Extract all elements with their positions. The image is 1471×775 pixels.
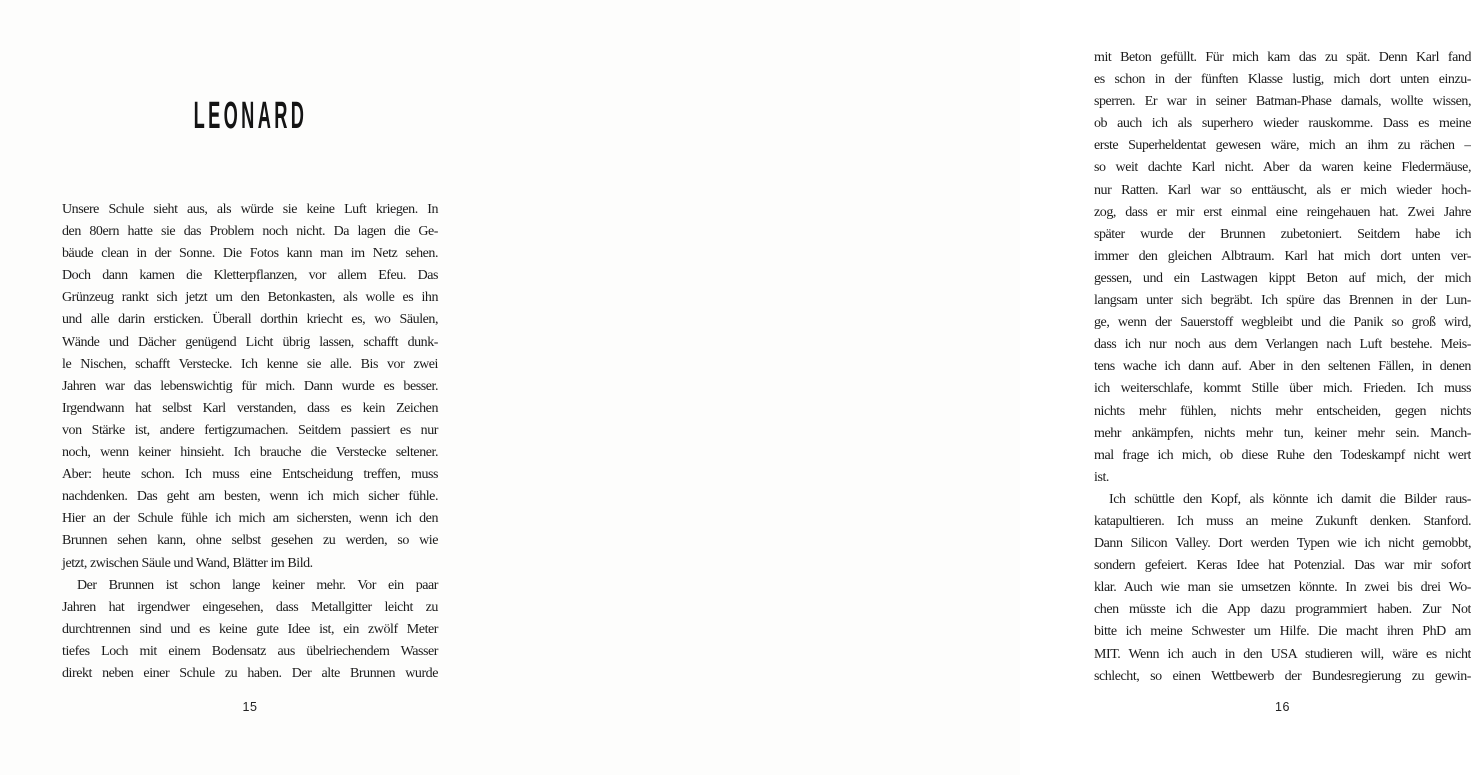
text-line: Aber: heute schon. Ich muss eine Entscheidung treffen, muss	[62, 467, 438, 483]
page-right-body	[1094, 47, 1471, 688]
text-line: nachdenken. Das geht am besten, wenn ich mich sicher fühle.	[62, 489, 438, 505]
page-left-body	[62, 199, 438, 685]
page-number-left: 15	[242, 700, 258, 714]
text-line: so weit dachte Karl nicht. Aber da waren keine Fledermäuse,	[1094, 160, 1471, 176]
text-line: den 80ern hatte sie das Problem noch nicht. Da lagen die Ge-	[62, 224, 438, 240]
text-line: Wände und Dächer genügend Licht übrig lassen, schafft dunk-	[62, 334, 438, 350]
text-line: erste Superheldentat gewesen wäre, mich an ihm zu rächen –	[1094, 138, 1471, 154]
page-number-right: 16	[1275, 700, 1290, 714]
text-line: ob auch ich als superhero wieder rauskomme. Dass es meine	[1094, 116, 1471, 132]
text-line: sperren. Er war in seiner Batman-Phase damals, wollte wissen,	[1094, 94, 1471, 110]
text-line: mehr ankämpfen, nichts mehr tun, keiner mehr sein. Manch-	[1094, 425, 1471, 441]
text-line: und alle darin ersticken. Überall dorthin kriecht es, wo Säulen,	[62, 312, 438, 328]
text-line: Doch dann kamen die Kletterpflanzen, vor allem Efeu. Das	[62, 268, 438, 284]
page-left	[0, 0, 510, 775]
text-line: katapultieren. Ich muss an meine Zukunft denken. Stanford.	[1094, 513, 1471, 529]
text-line: Jahren hat irgendwer eingesehen, dass Metallgitter leicht zu	[62, 599, 438, 615]
text-line: es schon in der fünften Klasse lustig, mich dort unten einzu-	[1094, 72, 1471, 88]
text-line: Irgendwann hat selbst Karl verstanden, dass es kein Zeichen	[62, 400, 438, 416]
text-line: Brunnen sehen kann, ohne selbst gesehen zu werden, so wie	[62, 533, 438, 549]
text-line: nur Ratten. Karl war so enttäuscht, als er mich wieder hoch-	[1094, 182, 1471, 198]
text-line: le Nischen, schafft Verstecke. Ich kenne sie alle. Bis vor zwei	[62, 356, 438, 372]
text-line: Hier an der Schule fühle ich mich am sichersten, wenn ich den	[62, 511, 438, 527]
text-line: zog, dass er mir erst einmal eine reingehauen hat. Zwei Jahre	[1094, 204, 1471, 220]
chapter-title-text: LEONARD	[193, 95, 307, 137]
text-line: klar. Auch wie man sie umsetzen könnte. In zwei bis drei Wo-	[1094, 580, 1471, 596]
page-right	[510, 0, 1471, 775]
text-line: ge, wenn der Sauerstoff wegbleibt und die Panik so groß wird,	[1094, 315, 1471, 331]
text-line: immer den gleichen Albtraum. Karl hat mich dort unten ver-	[1094, 248, 1471, 264]
text-line: mit Beton gefüllt. Für mich kam das zu spät. Denn Karl fand	[1094, 50, 1471, 65]
text-line: MIT. Wenn ich auch in den USA studieren will, wäre es nicht	[1094, 646, 1471, 662]
text-line: bäude clean in der Sonne. Die Fotos kann man im Netz sehen.	[62, 246, 438, 262]
text-line: chen müsste ich die App dazu programmiert haben. Zur Not	[1094, 602, 1471, 618]
text-line: Dann Silicon Valley. Dort werden Typen wie ich nicht gemobbt,	[1094, 536, 1471, 552]
text-line: sondern gefeiert. Keras Idee hat Potenzial. Das war mir sofort	[1094, 558, 1471, 574]
text-line: durchtrennen sind und es keine gute Idee ist, ein zwölf Meter	[62, 621, 438, 637]
text-line: gessen, und ein Lastwagen kippt Beton auf mich, der mich	[1094, 270, 1471, 286]
text-line: nichts mehr fühlen, nichts mehr entscheiden, gegen nichts	[1094, 403, 1471, 419]
text-line: ich weiterschlafe, kommt Stille über mich. Frieden. Ich muss	[1094, 381, 1471, 397]
text-line: von Stärke ist, andere fertigzumachen. Seitdem passiert es nur	[62, 422, 438, 438]
text-line: ist.	[1094, 469, 1109, 485]
text-line: Der Brunnen ist schon lange keiner mehr. Vor ein paar	[77, 577, 438, 593]
text-line: tiefes Loch mit einem Bodensatz aus übelriechendem Wasser	[62, 643, 438, 659]
text-line: schlecht, so einen Wettbewerb der Bundesregierung zu gewin-	[1094, 668, 1471, 684]
text-line: Grünzeug rankt sich jetzt um den Betonkasten, als wolle es ihn	[62, 290, 438, 306]
chapter-title	[62, 94, 438, 138]
text-line: noch, wenn keiner hinsieht. Ich brauche die Verstecke seltener.	[62, 445, 438, 461]
text-line: Jahren war das lebenswichtig für mich. Dann wurde es besser.	[62, 378, 438, 394]
text-line: später wurde der Brunnen zubetoniert. Seitdem habe ich	[1094, 226, 1471, 242]
text-line: Ich schüttle den Kopf, als könnte ich damit die Bilder raus-	[1109, 491, 1471, 507]
text-line: Unsere Schule sieht aus, als würde sie keine Luft kriegen. In	[62, 202, 438, 217]
text-line: langsam unter sich begräbt. Ich spüre das Brennen in der Lun-	[1094, 293, 1471, 309]
text-line: jetzt, zwischen Säule und Wand, Blätter im Bild.	[62, 555, 313, 571]
text-line: dass ich nur noch aus dem Verlangen nach Luft bestehe. Meis-	[1094, 337, 1471, 353]
text-line: direkt neben einer Schule zu haben. Der alte Brunnen wurde	[62, 665, 438, 681]
text-line: mal frage ich mich, ob diese Ruhe den Todeskampf nicht wert	[1094, 447, 1471, 463]
text-line: tens wache ich dann auf. Aber in den seltenen Fällen, in denen	[1094, 359, 1471, 375]
text-line: bitte ich meine Schwester um Hilfe. Die macht ihren PhD am	[1094, 624, 1471, 640]
